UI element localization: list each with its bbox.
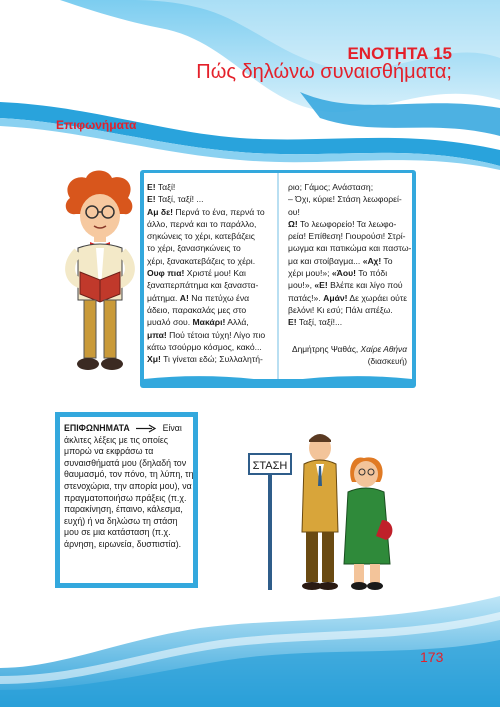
credit bbox=[290, 343, 407, 367]
line-text: ου! bbox=[288, 206, 300, 217]
credit-work: Χαίρε Αθήνα bbox=[360, 344, 407, 354]
book-line bbox=[147, 242, 265, 254]
book-line bbox=[147, 292, 265, 304]
line-text: κάτω τσούρμο κόσμος, κακό... bbox=[147, 341, 262, 352]
book-line bbox=[147, 181, 265, 193]
line-text: Ταξί! bbox=[155, 182, 176, 192]
unit-title: ΕΝΟΤΗΤΑ 15 bbox=[347, 44, 452, 63]
book-line bbox=[288, 292, 411, 304]
credit-author: Δημήτρης Ψαθάς, bbox=[291, 344, 361, 354]
line-text: μωγμα και πατικώμα και παστω- bbox=[288, 243, 412, 254]
line-text: άλλο, περνά και το παράλλο, bbox=[147, 218, 257, 229]
book-line bbox=[288, 304, 411, 316]
line-text: Το bbox=[381, 255, 393, 266]
book-line bbox=[147, 353, 265, 365]
line-text: Το πόδι bbox=[356, 268, 388, 279]
line-text: ρεία! Επίθεση! Γιουρούσι! Στρί- bbox=[288, 231, 406, 242]
interjection: «Αχ! bbox=[362, 255, 382, 266]
line-text: το χέρι, ξανασηκώνεις το bbox=[147, 243, 241, 254]
book-line bbox=[288, 193, 411, 205]
credit-note: (διασκευή) bbox=[367, 356, 407, 366]
interjection: Ω! bbox=[288, 218, 298, 229]
line-text: βελόνι! Κι εσύ; Πάλι απέξω. bbox=[288, 304, 393, 315]
line-text: Αλλά, bbox=[225, 317, 249, 328]
book-line bbox=[288, 181, 411, 193]
interjection: «Άου! bbox=[331, 268, 357, 279]
bus-stop-illustration bbox=[244, 424, 412, 592]
line-text: σηκώνεις το χέρι, κατεβάζεις bbox=[147, 231, 255, 242]
line-text: Περνά το ένα, περνά το bbox=[173, 206, 265, 217]
interjection: Αμ δε! bbox=[147, 206, 174, 217]
section-label: Επιφωνήματα bbox=[56, 118, 137, 132]
book-line bbox=[147, 304, 265, 316]
line-text: χέρι μου!»; bbox=[288, 268, 332, 279]
line-text: ξαναπερπάτημα και ξαναστα- bbox=[147, 280, 259, 291]
line-text: Βλέπε και λίγο πού bbox=[327, 280, 403, 291]
book-line bbox=[147, 206, 265, 218]
line-text: άδειο, παρακαλάς μες στο bbox=[147, 304, 247, 315]
book-line bbox=[147, 341, 265, 353]
line-text: μάτημα. bbox=[147, 292, 180, 303]
line-text: Ταξί, ταξί!... bbox=[296, 317, 343, 328]
line-text: Δε χωράει ούτε bbox=[347, 292, 408, 303]
unit-subtitle: Πώς δηλώνω συναισθήματα; bbox=[196, 61, 452, 83]
stop-sign-text: ΣΤΑΣΗ bbox=[252, 460, 288, 472]
line-text: Να πετύχω ένα bbox=[188, 292, 250, 303]
line-text: – Όχι, κύριε! Στάση λεωφορεί- bbox=[288, 194, 402, 205]
interjection: «Ε! bbox=[314, 280, 328, 291]
book-line bbox=[147, 329, 265, 341]
line-text: . bbox=[318, 292, 324, 303]
definition-term: ΕΠΙΦΩΝΗΜΑΤΑ bbox=[64, 423, 130, 433]
book-line bbox=[288, 267, 411, 279]
book-line bbox=[288, 316, 411, 328]
line-text: Το λεωφορείο! Τα λεωφο- bbox=[297, 218, 397, 229]
line-text: Πού τέτοια τύχη! Λίγο πιο bbox=[166, 329, 266, 340]
interjection: Ουφ πια! bbox=[147, 268, 185, 279]
book-line bbox=[147, 218, 265, 230]
interjection: Ε! bbox=[147, 182, 156, 192]
page-number: 173 bbox=[420, 649, 444, 665]
book-line bbox=[147, 230, 265, 242]
line-text: μυαλό σου. bbox=[147, 317, 193, 328]
book-right-column bbox=[288, 181, 411, 329]
line-text: πατάς!» bbox=[288, 292, 319, 303]
line-text: Τι γίνεται εδώ; Συλλαλητή- bbox=[160, 354, 263, 365]
interjection: Χμ! bbox=[147, 354, 161, 365]
definition-body: Είναι άκλιτες λέξεις με τις οποίες μπορώ να εκφράσω τα συναισθήματά μου (δηλαδή τον θαυμασμό, τον πόνο, τη λύπη, τη στενοχώρια, την απορία μου), να πραγματοποιήσω πράξεις (π.χ. παρακίνηση, έπαινο, κάλεσμα, ευχή) ή να δηλώσω τη στάση μου σε μια κατάσταση (π.χ. άρνηση, ειρωνεία, δυσπιστία). bbox=[64, 423, 194, 549]
book-line bbox=[288, 279, 411, 291]
book-line bbox=[288, 242, 411, 254]
interjection: Μακάρι! bbox=[192, 317, 226, 328]
interjection: Ε! bbox=[147, 194, 156, 205]
book-line bbox=[147, 267, 265, 279]
interjection: μπα! bbox=[147, 329, 167, 340]
interjection: Αμάν! bbox=[323, 292, 348, 303]
interjection: Ε! bbox=[288, 317, 297, 328]
book-line bbox=[147, 279, 265, 291]
reading-man-illustration bbox=[56, 168, 144, 380]
line-text: ριο; Γάμος; Ανάσταση; bbox=[288, 182, 374, 192]
book-line bbox=[288, 230, 411, 242]
definition-text bbox=[64, 423, 194, 551]
line-text: μου!», bbox=[288, 280, 315, 291]
book-line bbox=[288, 255, 411, 267]
right-arrow-icon bbox=[135, 424, 157, 433]
book-line bbox=[288, 218, 411, 230]
line-text: χέρι, ξανακατεβάζεις το χέρι. bbox=[147, 255, 256, 266]
line-text: Ταξί, ταξί! ... bbox=[155, 194, 204, 205]
book-line bbox=[147, 255, 265, 267]
book-line bbox=[147, 193, 265, 205]
line-text: Χριστέ μου! Και bbox=[184, 268, 246, 279]
book-line bbox=[288, 206, 411, 218]
book-line bbox=[147, 316, 265, 328]
line-text: μα και στοίβαγμα... bbox=[288, 255, 363, 266]
book-left-column bbox=[147, 181, 265, 365]
interjection: Α! bbox=[179, 292, 189, 303]
